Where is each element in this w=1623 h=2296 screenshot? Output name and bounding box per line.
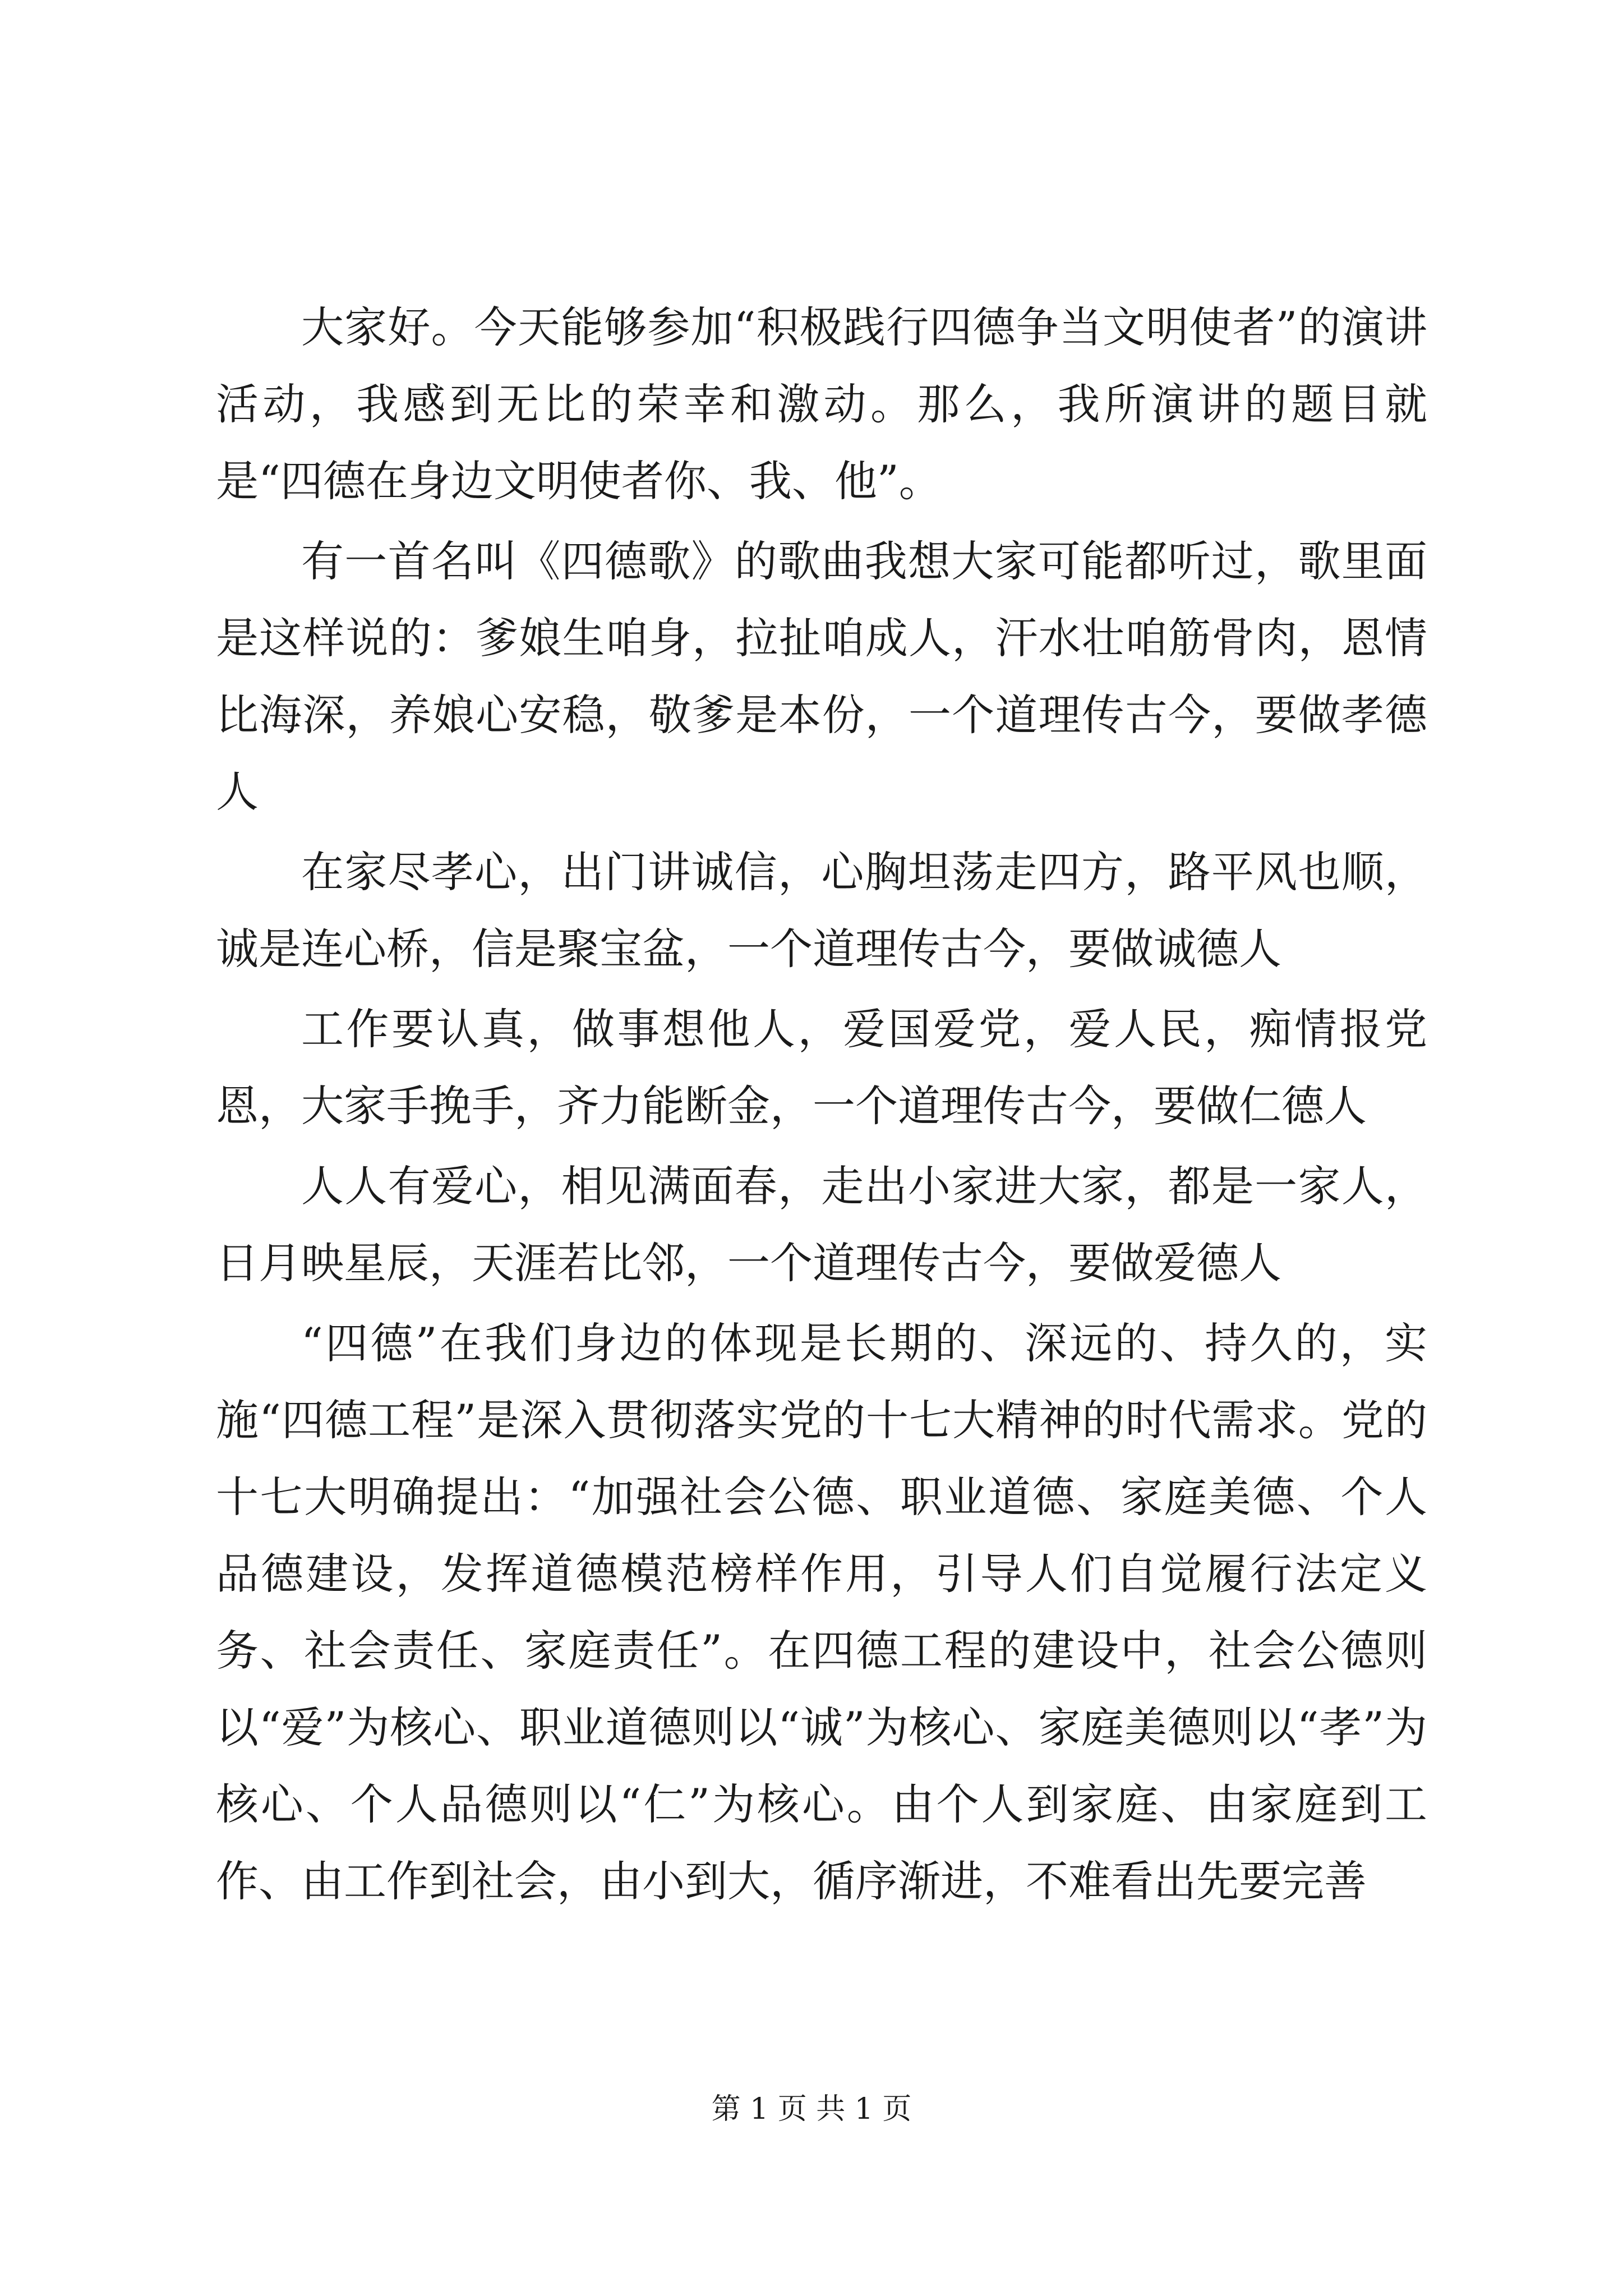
document-body xyxy=(216,289,1427,1923)
paragraph: 工作要认真，做事想他人，爱国爱党，爱人民，痴情报党恩，大家手挽手，齐力能断金，一个道理传古今，要做仁德人 xyxy=(216,1004,1427,1131)
page-footer: 第 1 页 共 1 页 xyxy=(711,2092,912,2126)
paragraph: 有一首名叫《四德歌》的歌曲我想大家可能都听过，歌里面是这样说的：爹娘生咱身，拉扯咱成人，汗水壮咱筋骨肉，恩情比海深，养娘心安稳，敬爹是本份，一个道理传古今，要做孝德人 xyxy=(216,536,1427,817)
paragraph: 人人有爱心，相见满面春，走出小家进大家，都是一家人，日月映星辰，天涯若比邻，一个道理传古今，要做爱德人 xyxy=(216,1161,1427,1288)
paragraph: 大家好。今天能够参加“积极践行四德争当文明使者”的演讲活动，我感到无比的荣幸和激动。那么，我所演讲的题目就是“四德在身边文明使者你、我、他”。 xyxy=(216,302,1427,506)
paragraph: 在家尽孝心，出门讲诚信，心胸坦荡走四方，路平风也顺，诚是连心桥，信是聚宝盆，一个道理传古今，要做诚德人 xyxy=(216,847,1427,974)
paragraph: “四德”在我们身边的体现是长期的、深远的、持久的，实施“四德工程”是深入贯彻落实党的十七大精神的时代需求。党的十七大明确提出：“加强社会公德、职业道德、家庭美德、个人品德建设，发挥道德模范榜样作用，引导人们自觉履行法定义务、社会责任、家庭责任”。在四德工程的建设中，社会公德则以“爱”为核心、职业道德则以“诚”为核心、家庭美德则以“孝”为核心、个人品德则以“仁”为核心。由个人到家庭、由家庭到工作、由工作到社会，由小到大，循序渐进，不难看出先要完善 xyxy=(216,1318,1427,1906)
